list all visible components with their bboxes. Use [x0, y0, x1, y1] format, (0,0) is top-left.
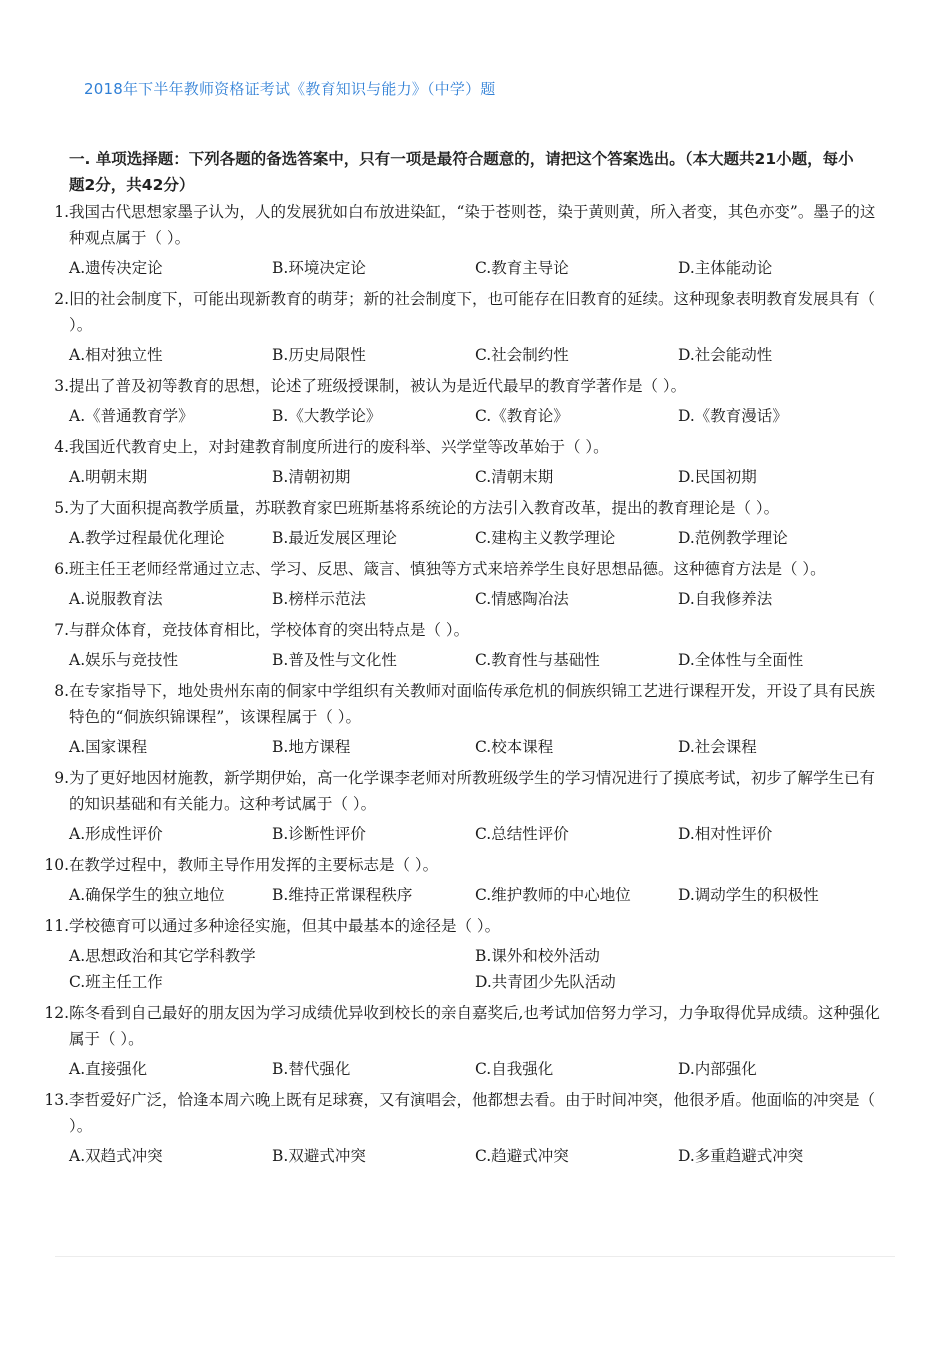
- option-a: A.遗传决定论: [69, 259, 163, 277]
- option-c: C.教育性与基础性: [475, 651, 600, 669]
- option-b: B.替代强化: [272, 1060, 351, 1078]
- option-b: B.《大教学论》: [272, 407, 382, 425]
- question-number: 4.: [54, 438, 69, 456]
- question-number: 1.: [54, 203, 69, 221]
- option-c: C.校本课程: [475, 738, 554, 756]
- option-list: [69, 586, 881, 612]
- question-text: [44, 852, 881, 878]
- question-number: 7.: [54, 621, 69, 639]
- option-c: C.趋避式冲突: [475, 1147, 569, 1165]
- question-stem: 李哲爱好广泛，恰逢本周六晚上既有足球赛，又有演唱会，他都想去看。由于时间冲突，他很矛盾。他面临的冲突是（ ）。: [69, 1091, 876, 1135]
- option-a: A.《普通教育学》: [69, 407, 194, 425]
- question-item: [0, 1087, 950, 1174]
- question-number: 11.: [44, 917, 69, 935]
- option-list: [69, 1143, 881, 1169]
- option-d: D.内部强化: [678, 1060, 757, 1078]
- option-c: C.自我强化: [475, 1060, 554, 1078]
- question-text: [44, 1000, 881, 1052]
- option-list: [69, 821, 881, 847]
- question-item: [0, 617, 950, 678]
- option-d: D.主体能动论: [678, 259, 773, 277]
- option-c: C.维护教师的中心地位: [475, 886, 631, 904]
- question-item: [0, 678, 950, 765]
- option-b: B.历史局限性: [272, 346, 366, 364]
- question-stem: 旧的社会制度下，可能出现新教育的萌芽；新的社会制度下，也可能存在旧教育的延续。这种现象表明教育发展具有（ ）。: [69, 290, 876, 334]
- option-list: [69, 525, 881, 551]
- question-stem: 我国近代教育史上，对封建教育制度所进行的废科举、兴学堂等改革始于（ ）。: [69, 438, 609, 456]
- question-stem: 在专家指导下，地处贵州东南的侗家中学组织有关教师对面临传承危机的侗族织锦工艺进行课程开发，开设了具有民族特色的“侗族织锦课程”，该课程属于（ ）。: [69, 682, 876, 726]
- question-stem: 我国古代思想家墨子认为，人的发展犹如白布放进染缸，“染于苍则苍，染于黄则黄，所入者变，其色亦变”。墨子的这种观点属于（ ）。: [69, 203, 876, 247]
- option-a: A.教学过程最优化理论: [69, 529, 225, 547]
- option-b: B.维持正常课程秩序: [272, 886, 413, 904]
- question-stem: 在教学过程中，教师主导作用发挥的主要标志是（ ）。: [69, 856, 439, 874]
- question-item: [0, 765, 950, 852]
- option-d: D.全体性与全面性: [678, 651, 804, 669]
- option-c: C.社会制约性: [475, 346, 569, 364]
- question-list: [0, 199, 950, 1174]
- option-list: [69, 1056, 881, 1082]
- option-d: D.民国初期: [678, 468, 757, 486]
- option-list: [69, 342, 881, 368]
- option-list: [69, 464, 881, 490]
- question-stem: 为了更好地因材施教，新学期伊始，高一化学课李老师对所教班级学生的学习情况进行了摸底考试，初步了解学生已有的知识基础和有关能力。这种考试属于（ ）。: [69, 769, 876, 813]
- option-a: A.形成性评价: [69, 825, 163, 843]
- option-list: [69, 255, 881, 281]
- question-text: [54, 434, 881, 460]
- option-list: [69, 943, 881, 995]
- question-number: 8.: [54, 682, 69, 700]
- option-b: B.双避式冲突: [272, 1147, 366, 1165]
- question-number: 9.: [54, 769, 69, 787]
- option-a: A.国家课程: [69, 738, 148, 756]
- option-c: C.建构主义教学理论: [475, 529, 616, 547]
- document-title: 2018年下半年教师资格证考试《教育知识与能力》（中学）题: [84, 80, 496, 98]
- question-stem: 与群众体育，竞技体育相比，学校体育的突出特点是（ ）。: [69, 621, 470, 639]
- option-b: B.普及性与文化性: [272, 651, 397, 669]
- question-item: [0, 373, 950, 434]
- question-number: 5.: [54, 499, 69, 517]
- option-d: D.范例教学理论: [678, 529, 788, 547]
- option-b: B.清朝初期: [272, 468, 351, 486]
- option-b: B.最近发展区理论: [272, 529, 397, 547]
- option-d: D.多重趋避式冲突: [678, 1147, 804, 1165]
- question-text: [44, 1087, 881, 1139]
- option-b: B.环境决定论: [272, 259, 366, 277]
- option-d: D.共青团少先队活动: [475, 973, 616, 991]
- question-item: [0, 286, 950, 373]
- question-text: [54, 556, 881, 582]
- option-a: A.双趋式冲突: [69, 1147, 163, 1165]
- option-c: C.班主任工作: [69, 973, 163, 991]
- question-number: 13.: [44, 1091, 69, 1109]
- option-list: [69, 734, 881, 760]
- question-text: [54, 617, 881, 643]
- question-text: [54, 495, 881, 521]
- option-d: D.调动学生的积极性: [678, 886, 819, 904]
- option-c: C.教育主导论: [475, 259, 569, 277]
- question-number: 12.: [44, 1004, 69, 1022]
- question-text: [54, 373, 881, 399]
- question-item: [0, 495, 950, 556]
- option-a: A.说服教育法: [69, 590, 163, 608]
- question-stem: 提出了普及初等教育的思想，论述了班级授课制，被认为是近代最早的教育学著作是（ ）。: [69, 377, 687, 395]
- question-item: [0, 852, 950, 913]
- question-text: [54, 286, 881, 338]
- option-d: D.《教育漫话》: [678, 407, 788, 425]
- option-list: [69, 882, 881, 908]
- question-number: 3.: [54, 377, 69, 395]
- option-d: D.相对性评价: [678, 825, 773, 843]
- question-number: 10.: [44, 856, 69, 874]
- option-a: A.明朝末期: [69, 468, 148, 486]
- option-a: A.相对独立性: [69, 346, 163, 364]
- option-list: [69, 647, 881, 673]
- option-d: D.社会课程: [678, 738, 757, 756]
- option-c: C.清朝末期: [475, 468, 554, 486]
- option-c: C.《教育论》: [475, 407, 569, 425]
- option-b: B.诊断性评价: [272, 825, 366, 843]
- question-item: [0, 199, 950, 286]
- option-a: A.确保学生的独立地位: [69, 886, 225, 904]
- question-stem: 为了大面积提高教学质量，苏联教育家巴班斯基将系统论的方法引入教育改革，提出的教育理论是（ ）。: [69, 499, 780, 517]
- section-heading: 一. 单项选择题：下列各题的备选答案中，只有一项是最符合题意的，请把这个答案选出。（本大题共21小题，每小题2分，共42分）: [69, 150, 854, 194]
- question-text: [54, 199, 881, 251]
- option-c: C.总结性评价: [475, 825, 569, 843]
- question-text: [54, 765, 881, 817]
- question-text: [54, 678, 881, 730]
- question-item: [0, 913, 950, 1000]
- option-a: A.娱乐与竞技性: [69, 651, 179, 669]
- question-item: [0, 1000, 950, 1087]
- question-text: [44, 913, 881, 939]
- question-stem: 班主任王老师经常通过立志、学习、反思、箴言、慎独等方式来培养学生良好思想品德。这种德育方法是（ ）。: [69, 560, 826, 578]
- option-c: C.情感陶冶法: [475, 590, 569, 608]
- option-list: [69, 403, 881, 429]
- option-a: A.思想政治和其它学科教学: [69, 947, 256, 965]
- question-stem: 陈冬看到自己最好的朋友因为学习成绩优异收到校长的亲自嘉奖后,也考试加倍努力学习，力争取得优异成绩。这种强化属于（ ）。: [69, 1004, 880, 1048]
- question-item: [0, 556, 950, 617]
- question-stem: 学校德育可以通过多种途径实施，但其中最基本的途径是（ ）。: [69, 917, 501, 935]
- question-number: 6.: [54, 560, 69, 578]
- page-bottom-divider: [55, 1256, 895, 1257]
- option-d: D.自我修养法: [678, 590, 773, 608]
- option-b: B.课外和校外活动: [475, 947, 600, 965]
- option-b: B.榜样示范法: [272, 590, 366, 608]
- option-b: B.地方课程: [272, 738, 351, 756]
- question-number: 2.: [54, 290, 69, 308]
- option-d: D.社会能动性: [678, 346, 773, 364]
- question-item: [0, 434, 950, 495]
- option-a: A.直接强化: [69, 1060, 148, 1078]
